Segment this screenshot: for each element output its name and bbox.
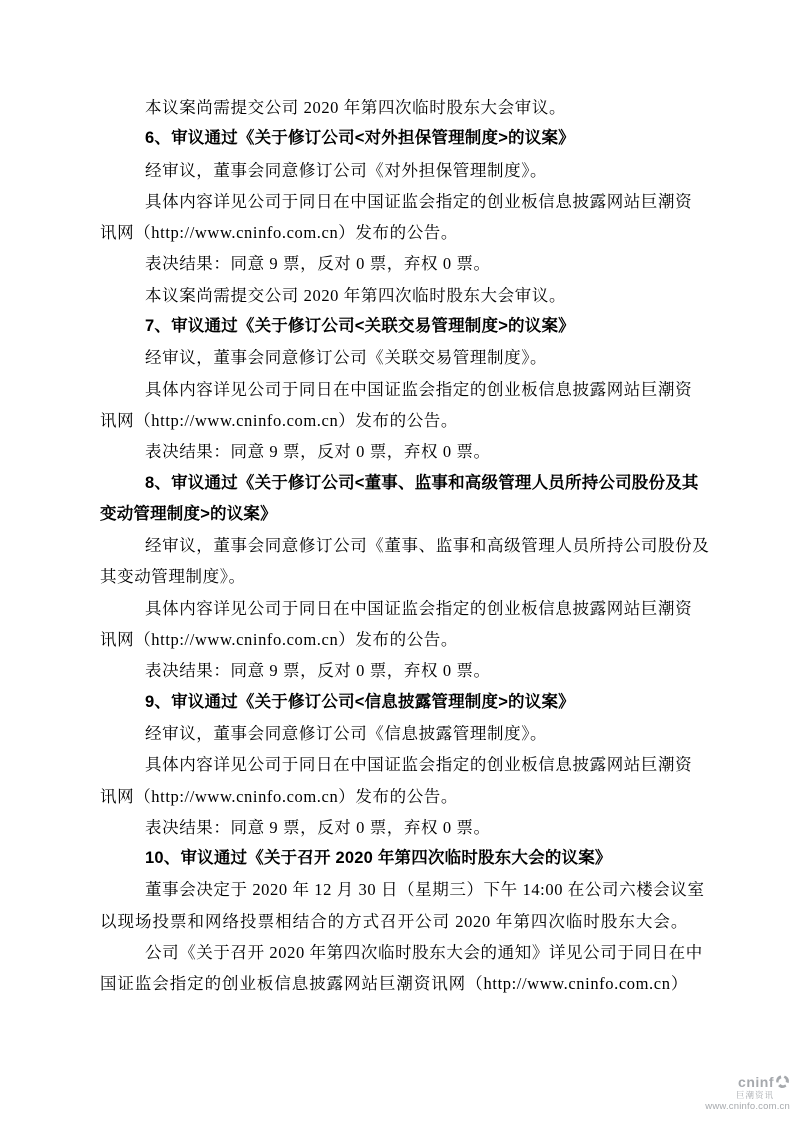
section-8-disclosure-line-2: 讯网（http://www.cninfo.com.cn）发布的公告。: [100, 630, 459, 650]
section-9-vote-result: 表决结果：同意 9 票，反对 0 票，弃权 0 票。: [145, 817, 491, 837]
section-5-submission-note: 本议案尚需提交公司 2020 年第四次临时股东大会审议。: [145, 98, 567, 117]
section-6-submission-note: 本议案尚需提交公司 2020 年第四次临时股东大会审议。: [145, 285, 567, 305]
cninfo-logo: [698, 1074, 790, 1089]
section-7-disclosure-line-2: 讯网（http://www.cninfo.com.cn）发布的公告。: [100, 410, 459, 430]
section-8-vote-result: 表决结果：同意 9 票，反对 0 票，弃权 0 票。: [145, 661, 491, 681]
section-9-heading: 9、审议通过《关于修订公司<信息披露管理制度>的议案》: [145, 692, 575, 711]
section-9-disclosure-line-1: 具体内容详见公司于同日在中国证监会指定的创业板信息披露网站巨潮资: [145, 755, 693, 775]
section-6-heading: 6、审议通过《关于修订公司<对外担保管理制度>的议案》: [145, 129, 575, 148]
section-7-disclosure-line-1: 具体内容详见公司于同日在中国证监会指定的创业板信息披露网站巨潮资: [145, 379, 693, 399]
section-8-disclosure-line-1: 具体内容详见公司于同日在中国证监会指定的创业板信息披露网站巨潮资: [145, 598, 693, 618]
section-10-notice-line-1: 公司《关于召开 2020 年第四次临时股东大会的通知》详见公司于同日在中: [145, 943, 703, 963]
cninfo-watermark: [698, 1074, 790, 1111]
section-10-meeting-line-1: 董事会决定于 2020 年 12 月 30 日（星期三）下午 14:00 在公司六楼会议室: [145, 880, 705, 900]
section-8-heading-line-1: 8、审议通过《关于修订公司<董事、监事和高级管理人员所持公司股份及其: [145, 473, 699, 492]
section-6-resolution: 经审议，董事会同意修订公司《对外担保管理制度》。: [145, 160, 548, 180]
section-6-disclosure-line-1: 具体内容详见公司于同日在中国证监会指定的创业板信息披露网站巨潮资: [145, 191, 693, 211]
document-body: [100, 92, 710, 1000]
section-7-heading: 7、审议通过《关于修订公司<关联交易管理制度>的议案》: [145, 317, 575, 336]
cninfo-logo-text: cninf: [738, 1073, 774, 1090]
section-8-resolution-line-1: 经审议，董事会同意修订公司《董事、监事和高级管理人员所持公司股份及: [145, 536, 710, 556]
section-9-disclosure-line-2: 讯网（http://www.cninfo.com.cn）发布的公告。: [100, 786, 459, 806]
section-7-resolution: 经审议，董事会同意修订公司《关联交易管理制度》。: [145, 348, 548, 368]
section-7-vote-result: 表决结果：同意 9 票，反对 0 票，弃权 0 票。: [145, 442, 491, 462]
section-10-meeting-line-2: 以现场投票和网络投票相结合的方式召开公司 2020 年第四次临时股东大会。: [100, 911, 688, 931]
section-6-disclosure-line-2: 讯网（http://www.cninfo.com.cn）发布的公告。: [100, 223, 459, 243]
section-6-vote-result: 表决结果：同意 9 票，反对 0 票，弃权 0 票。: [145, 254, 491, 274]
cninfo-url: www.cninfo.com.cn: [705, 1100, 790, 1112]
cninfo-swirl-icon: [774, 1074, 790, 1089]
section-8-heading-line-2: 变动管理制度>的议案》: [100, 504, 277, 523]
cninfo-brand-cn: 巨潮资讯: [735, 1090, 774, 1100]
section-10-heading: 10、审议通过《关于召开 2020 年第四次临时股东大会的议案》: [145, 849, 612, 868]
section-8-resolution-line-2: 其变动管理制度》。: [100, 567, 246, 587]
section-10-notice-line-2: 国证监会指定的创业板信息披露网站巨潮资讯网（http://www.cninfo.com.cn）: [100, 974, 688, 994]
section-9-resolution: 经审议，董事会同意修订公司《信息披露管理制度》。: [145, 723, 548, 743]
